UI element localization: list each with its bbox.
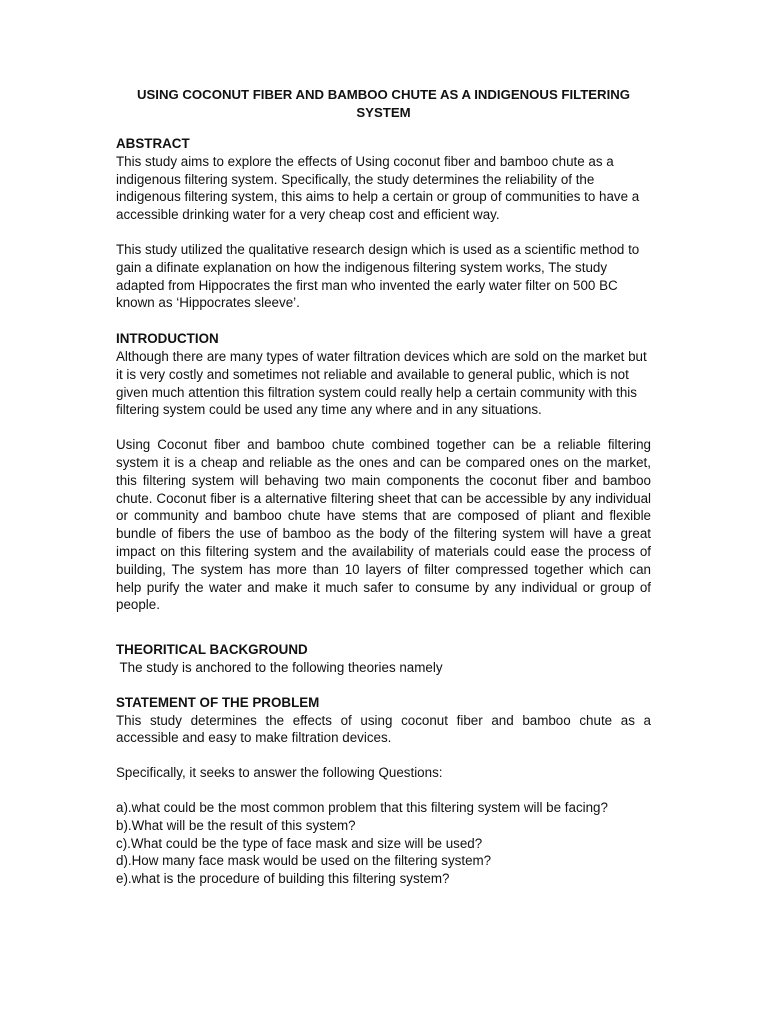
introduction-paragraph-1: Although there are many types of water filtration devices which are sold on the market but it is very costly and sometimes not reliable and available to general public, which is not given much attention this filtration system could really help a certain community with this filtering system could be used any time any where and in any situations. — [116, 348, 647, 418]
statement-of-problem-heading: STATEMENT OF THE PROBLEM — [116, 694, 320, 710]
abstract-heading: ABSTRACT — [116, 136, 190, 151]
theoretical-background-text: The study is anchored to the following theories namely — [116, 659, 443, 675]
document-title: USING COCONUT FIBER AND BAMBOO CHUTE AS A INDIGENOUS FILTERING SYSTEM — [136, 87, 631, 120]
questions-lead: Specifically, it seeks to answer the following Questions: — [116, 765, 443, 781]
statement-of-problem-paragraph: This study determines the effects of using coconut fiber and bamboo chute as a accessible and easy to make filtration devices. — [116, 712, 651, 746]
list-item: a).what could be the most common problem that this filtering system will be facing? — [116, 799, 608, 815]
list-item: b).What will be the result of this system? — [116, 817, 356, 833]
abstract-paragraph-2: This study utilized the qualitative research design which is used as a scientific method to gain a difinate explanation on how the indigenous filtering system works, The study adapted from Hippocrates the first man who invented the early water filter on 500 BC known as ‘Hippocrates sleeve’. — [116, 241, 640, 311]
theoretical-background-heading: THEORITICAL BACKGROUND — [116, 642, 308, 658]
abstract-paragraph-1: This study aims to explore the effects of Using coconut fiber and bamboo chute as a indigenous filtering system. Specifically, the study determines the reliability of the indigenous filtering system, this aims to help a certain or group of communities to have a accessible drinking water for a very cheap cost and efficient way. — [116, 153, 640, 223]
introduction-paragraph-2: Using Coconut fiber and bamboo chute combined together can be a reliable filtering system it is a cheap and reliable as the ones and can be compared ones on the market, this filtering system will behaving two main components the coconut fiber and bamboo chute. Coconut fiber is a alternative filtering sheet that can be accessible by any individual or community and bamboo chute have stems that are composed of pliant and flexible bundle of fibers the use of bamboo as the body of the filtering system will have a great impact on this filtering system and the availability of materials could ease the process of building, The system has more than 10 layers of filter compressed together which can help purify the water and make it much safer to consume by any individual or group of people. — [116, 437, 651, 613]
list-item: d).How many face mask would be used on the filtering system? — [116, 853, 492, 869]
list-item: e).what is the procedure of building this filtering system? — [116, 871, 450, 887]
list-item: c).What could be the type of face mask and size will be used? — [116, 835, 483, 851]
introduction-heading: INTRODUCTION — [116, 331, 219, 347]
questions-list — [116, 799, 651, 888]
document-page — [116, 86, 651, 888]
